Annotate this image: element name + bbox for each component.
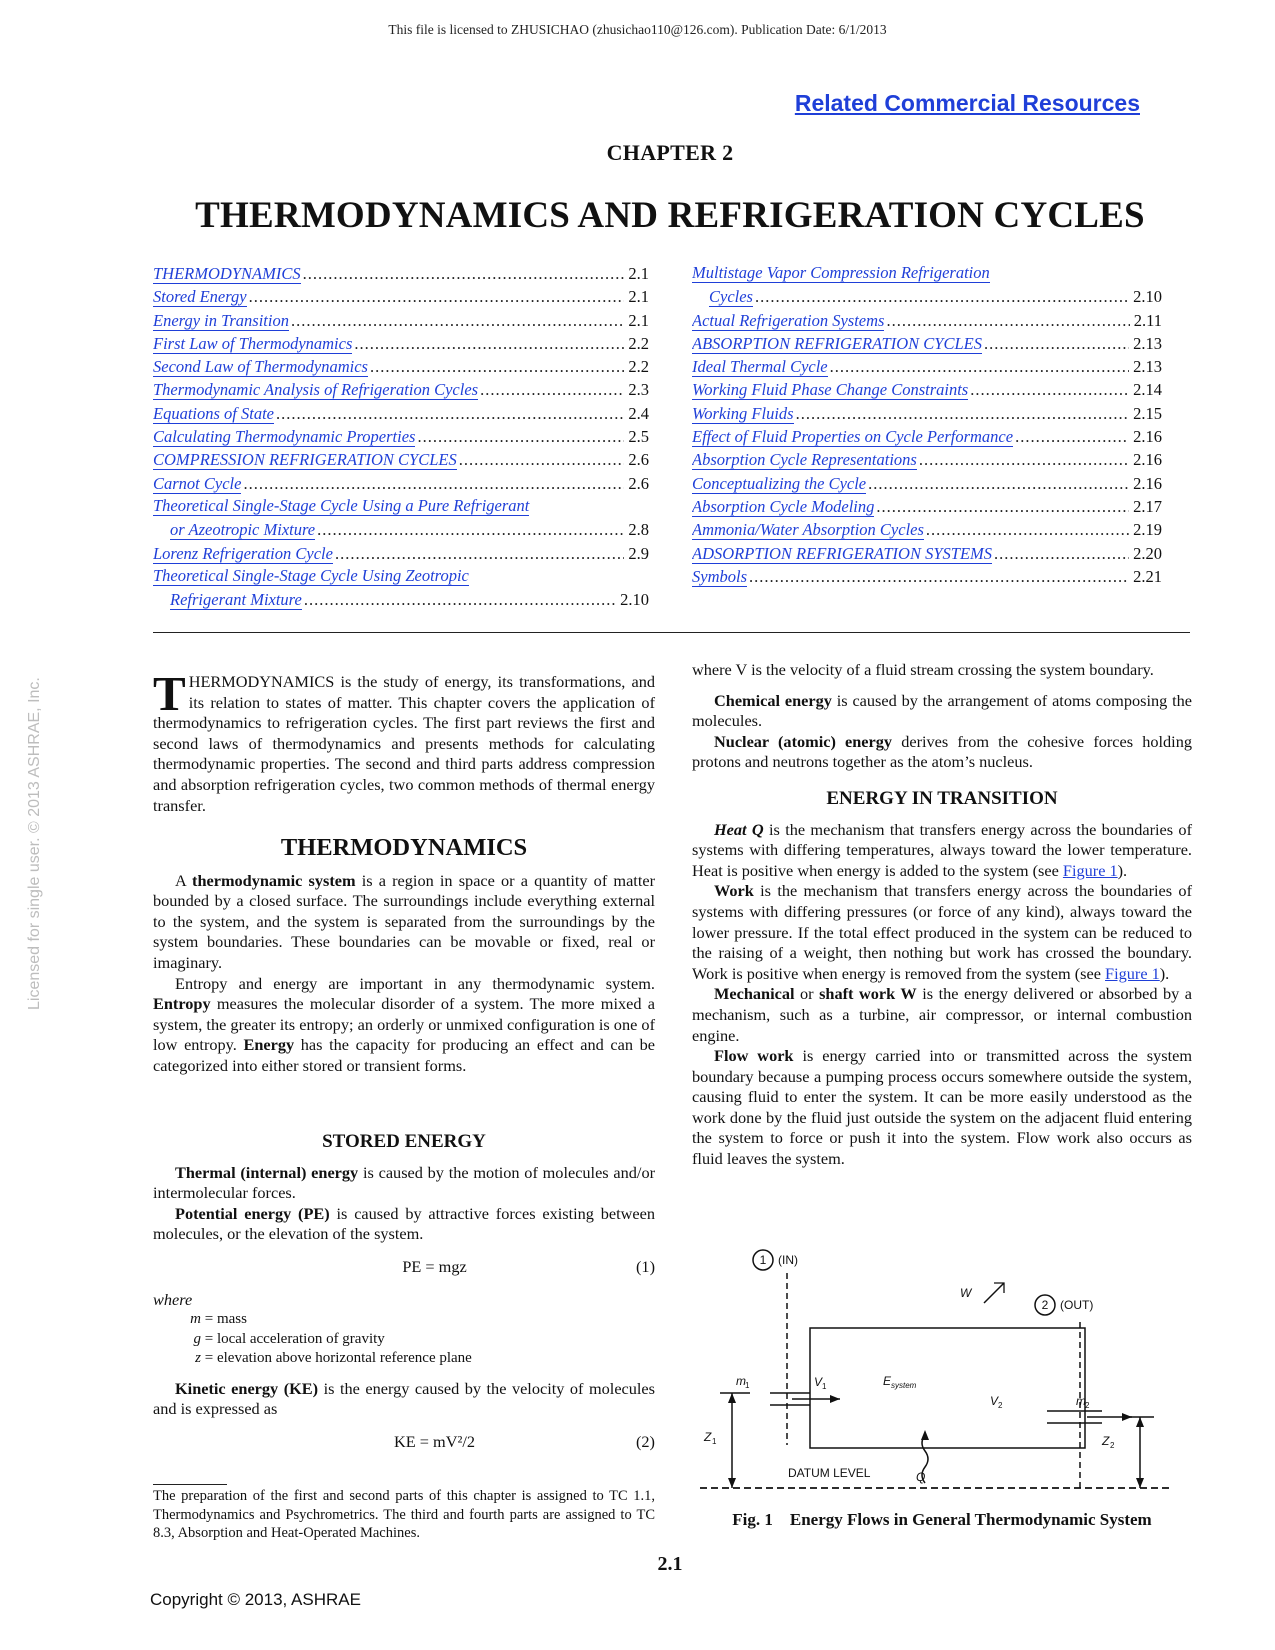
toc-leader-dots (886, 310, 1129, 331)
z1-arrowhead-up (728, 1393, 736, 1403)
toc-entry-link[interactable]: Multistage Vapor Compression Refrigeration (692, 263, 990, 282)
toc-leader-dots (868, 473, 1129, 494)
toc-entry[interactable] (153, 310, 649, 333)
term-chemical-energy: Chemical energy (714, 690, 832, 710)
equation-1 (153, 1257, 655, 1278)
toc-page-number: 2.17 (1133, 496, 1162, 516)
figure-1-link[interactable]: Figure 1 (1062, 860, 1118, 880)
where-label: where (153, 1289, 193, 1309)
chapter-label: CHAPTER 2 (606, 140, 734, 165)
toc-entry-link[interactable]: First Law of Thermodynamics (153, 333, 353, 353)
where-description: elevation above horizontal reference plane (216, 1350, 472, 1367)
toc-entry-link[interactable]: Energy in Transition (153, 310, 289, 330)
chapter-title: THERMODYNAMICS AND REFRIGERATION CYCLES (195, 195, 1145, 236)
figure-1-diagram (692, 1245, 1192, 1505)
toc-entry-link[interactable]: Absorption Cycle Representations (692, 450, 917, 470)
toc-entry-link[interactable]: Refrigerant Mixture (170, 590, 302, 610)
z2-label: Z (1102, 1434, 1110, 1448)
toc-leader-dots (926, 519, 1129, 540)
v2-subscript: 2 (998, 1401, 1003, 1410)
m2-subscript: 2 (1085, 1401, 1090, 1410)
toc-page-number: 2.21 (1133, 566, 1162, 586)
toc-page-number: 2.13 (1133, 333, 1162, 353)
toc-entry-link[interactable]: Ideal Thermal Cycle (692, 357, 828, 377)
e-system-label: E (883, 1374, 892, 1388)
term-thermal-energy: Thermal (internal) energy (175, 1162, 359, 1182)
toc-entry[interactable] (692, 449, 1162, 472)
toc-page-number: 2.1 (628, 310, 649, 330)
outlet-label: (OUT) (1060, 1298, 1094, 1312)
toc-entry[interactable] (692, 403, 1162, 426)
toc-entry-link[interactable]: Effect of Fluid Properties on Cycle Performance (692, 427, 1014, 447)
toc-leader-dots (291, 310, 624, 331)
toc-page-number: 2.11 (1133, 310, 1162, 330)
toc-entry[interactable] (153, 566, 649, 589)
inlet-label: (IN) (778, 1253, 798, 1267)
z1-arrowhead-down (728, 1478, 736, 1488)
toc-entry[interactable] (692, 263, 1162, 286)
toc-entry-link[interactable]: Actual Refrigeration Systems (692, 310, 885, 330)
v2-label: V (990, 1394, 999, 1408)
toc-entry-link[interactable]: Calculating Thermodynamic Properties (153, 427, 416, 447)
heat-label: Q (916, 1470, 926, 1484)
subsection-heading-energy-in-transition: ENERGY IN TRANSITION (826, 787, 1058, 809)
toc-page-number: 2.3 (628, 380, 649, 400)
section-heading-thermodynamics: THERMODYNAMICS (280, 834, 528, 861)
toc-leader-dots (303, 263, 625, 284)
toc-entry-link[interactable]: Working Fluids (692, 403, 794, 423)
right-column-text: where V is the velocity of a fluid stream crossing the system boundary. Chemical energy is caused by the arrangement of atoms composing the molecules. Nuclear (atomic) energy derives from the cohesive forces holding protons and neutrons together as the atom’s nucleus. ENERGY IN TRANSITION Heat Q is the mechanism that transfers energy across the boundaries of systems with differing temperatures, always toward the lower temperature. Heat is positive when energy is added to the system (see Figure 1). Work is the mechanism that transfers energy across the boundaries of systems with differing pressures (or force of any kind), always toward the lower pressure. If the total effect produced in the system can be reduced to the raising of a weight, then nothing but work has crossed the boundary. Work is positive when energy is removed from the system (see Figure 1). Mechanical or shaft work W is the energy delivered or absorbed by a mechanism, such as a turbine, air compressor, or internal combustion engine. Flow work is energy carried into or transmitted across the system boundary because a pumping process occurs somewhere outside the system, causing fluid to enter the system. It can be more easily understood as the work done by the fluid just outside the system on the adjacent fluid entering the system to force or push it into the system. Flow work also occurs as fluid leaves the system. (692, 660, 1193, 1169)
toc-entry[interactable] (153, 496, 649, 519)
toc-entry[interactable] (153, 473, 649, 496)
z2-subscript: 2 (1110, 1441, 1115, 1450)
z1-label: Z (704, 1430, 712, 1444)
term-mechanical: Mechanical (714, 984, 795, 1004)
copyright: Copyright © 2013, ASHRAE (150, 1590, 361, 1609)
m2-label: m (1076, 1394, 1086, 1408)
where-description: local acceleration of gravity (216, 1330, 385, 1347)
toc-entry[interactable] (692, 543, 1162, 566)
footnote: The preparation of the first and second parts of this chapter is assigned to TC 1.1, Thermodynamics and Psychrometrics. The third and fourth parts are assigned to TC 8.3, Absorption and Heat-Operated Machines. (153, 1488, 655, 1542)
z2-arrowhead-up (1136, 1417, 1144, 1427)
v1-label: V (814, 1375, 823, 1389)
toc-leader-dots (830, 356, 1129, 377)
toc-page-number: 2.16 (1133, 473, 1162, 493)
toc-leader-dots (984, 333, 1129, 354)
toc-page-number: 2.4 (628, 403, 649, 423)
toc-page-number: 2.16 (1133, 427, 1162, 447)
toc-entry[interactable] (153, 519, 649, 542)
toc-entry-link[interactable]: Lorenz Refrigeration Cycle (153, 543, 333, 563)
toc-leader-dots (755, 286, 1129, 307)
term-flow-work: Flow work (714, 1046, 794, 1066)
equation-2-number: (2) (636, 1431, 655, 1451)
toc-entry-link[interactable]: Cycles (709, 287, 753, 307)
toc-leader-dots (994, 543, 1129, 564)
e-system-subscript: system (891, 1381, 917, 1390)
where-description: mass (216, 1311, 247, 1328)
toc-page-number: 2.15 (1133, 403, 1162, 423)
toc-page-number: 2.1 (628, 264, 649, 283)
toc-leader-dots (417, 426, 624, 447)
where-definition (187, 1310, 655, 1330)
equation-2-expression: KE = mV²/2 (394, 1431, 475, 1451)
toc-leader-dots (459, 449, 625, 470)
m1-label: m (736, 1374, 746, 1388)
equation-1-expression: PE = mgz (402, 1256, 467, 1276)
subsection-heading-stored-energy: STORED ENERGY (322, 1131, 486, 1152)
toc-page-number: 2.10 (620, 590, 649, 610)
where-list (187, 1310, 655, 1369)
toc-entry-link[interactable]: Equations of State (153, 403, 274, 423)
toc-entry[interactable] (153, 333, 649, 356)
toc-page-number: 2.1 (628, 287, 649, 307)
toc-entry[interactable] (153, 589, 649, 612)
toc-entry-link[interactable]: or Azeotropic Mixture (170, 520, 316, 540)
outlet-arrowhead (1122, 1413, 1132, 1421)
toc-leader-dots (317, 519, 624, 540)
v1-subscript: 1 (822, 1382, 827, 1391)
toc-entry[interactable] (692, 473, 1162, 496)
toc-entry[interactable] (153, 286, 649, 309)
where-equals: = (201, 1311, 217, 1328)
toc-leader-dots (919, 449, 1129, 470)
toc-entry-link[interactable]: ADSORPTION REFRIGERATION SYSTEMS (692, 543, 993, 563)
outlet-station-number: 2 (1041, 1298, 1049, 1312)
toc-left (153, 263, 649, 612)
toc-leader-dots (354, 333, 624, 354)
toc-entry-link[interactable]: Theoretical Single-Stage Cycle Using a Pure Refrigerant (153, 495, 530, 515)
term-nuclear-energy: Nuclear (atomic) energy (714, 731, 893, 751)
toc-entry[interactable] (153, 543, 649, 566)
toc-entry-link[interactable]: Carnot Cycle (153, 473, 242, 493)
license-line: This file is licensed to ZHUSICHAO (zhusichao110@126.com). Publication Date: 6/1/2013 (388, 22, 887, 37)
toc-page-number: 2.8 (628, 520, 649, 540)
term-heat: Heat Q (714, 819, 764, 839)
toc-page-number: 2.5 (628, 427, 649, 447)
toc-entry[interactable] (153, 403, 649, 426)
toc-leader-dots (970, 379, 1129, 400)
where-symbol: z (195, 1350, 201, 1367)
toc-page-number: 2.14 (1133, 380, 1162, 400)
toc-entry-link[interactable]: ABSORPTION REFRIGERATION CYCLES (692, 333, 982, 353)
figure-1-caption: Fig. 1 Energy Flows in General Thermodynamic System (732, 1510, 1152, 1529)
toc-entry-link[interactable]: Working Fluid Phase Change Constraints (692, 380, 969, 400)
inlet-arrowhead (830, 1395, 840, 1403)
term-thermodynamic-system: thermodynamic system (192, 870, 356, 890)
where-symbol: m (190, 1311, 201, 1328)
toc-entry-link[interactable]: Thermodynamic Analysis of Refrigeration Cycles (153, 380, 479, 400)
toc-right (692, 263, 1162, 589)
toc-page-number: 2.2 (628, 357, 649, 377)
where-symbol: g (193, 1330, 201, 1347)
toc-entry-link[interactable]: Stored Energy (153, 287, 247, 307)
thermodynamics-section: THERMODYNAMICS A thermodynamic system is a region in space or a quantity of matter bounded by a closed surface. The surroundings include everything external to the system, and the system is separated from the surroundings by the system boundaries. These boundaries can be movable or fixed, real or imaginary. Entropy and energy are important in any thermodynamic system. Entropy measures the molecular disorder of a system. The more mixed a system, the greater its entropy; an orderly or unmixed configuration is one of low entropy. Energy has the capacity for producing an effect and can be categorized into either stored or transient forms. (153, 834, 655, 1075)
toc-entry[interactable] (692, 333, 1162, 356)
toc-entry[interactable] (153, 356, 649, 379)
toc-leader-dots (1015, 426, 1129, 447)
toc-entry[interactable] (692, 426, 1162, 449)
system-boundary (810, 1328, 1085, 1448)
work-label: W (960, 1286, 972, 1300)
toc-entry[interactable] (153, 379, 649, 402)
where-definition (187, 1349, 655, 1369)
figure-1-link[interactable]: Figure 1 (1105, 963, 1160, 983)
section-divider (153, 632, 1190, 633)
term-kinetic-energy: Kinetic energy (KE) (175, 1378, 319, 1398)
equation-2 (153, 1432, 655, 1453)
intro-text: HERMODYNAMICS is the study of energy, its transformations, and its relation to states of matter. This chapter covers the application of thermodynamics to refrigeration cycles. The first part reviews the first and second laws of thermodynamics and presents methods for calculating thermodynamic properties. The second and third parts address compression and absorption refrigeration cycles, two common methods of thermal energy transfer. (153, 672, 655, 815)
term-energy: Energy (243, 1035, 295, 1055)
toc-leader-dots (276, 403, 624, 424)
intro-paragraph (153, 666, 655, 816)
where-definition (187, 1330, 655, 1350)
toc-leader-dots (480, 379, 624, 400)
m1-subscript: 1 (745, 1381, 750, 1390)
toc-page-number: 2.19 (1133, 520, 1162, 540)
toc-entry-link[interactable]: Ammonia/Water Absorption Cycles (692, 520, 924, 540)
where-equals: = (201, 1330, 217, 1347)
toc-leader-dots (243, 473, 624, 494)
toc-entry[interactable] (153, 449, 649, 472)
z2-arrowhead-down (1136, 1478, 1144, 1488)
license-watermark: Licensed for single user. © 2013 ASHRAE, Inc. (26, 677, 43, 1010)
inlet-station-number: 1 (759, 1253, 767, 1267)
page-number: 2.1 (657, 1553, 683, 1575)
term-potential-energy: Potential energy (PE) (175, 1203, 330, 1223)
term-entropy: Entropy (153, 994, 211, 1014)
drop-cap: T (153, 666, 186, 721)
toc-leader-dots (304, 589, 616, 610)
toc-entry[interactable] (692, 566, 1162, 589)
toc-entry-link[interactable]: COMPRESSION REFRIGERATION CYCLES (153, 450, 457, 470)
toc-leader-dots (249, 286, 625, 307)
z1-subscript: 1 (712, 1437, 717, 1446)
stored-energy-section: STORED ENERGY Thermal (internal) energy is caused by the motion of molecules and/or intermolecular forces. Potential energy (PE) is caused by attractive forces existing between molecules, or the elevation of the system. PE = mgz (1) where m = mass g = local acceleration of gravity z = elevation above horizontal reference plane Kinetic energy (KE) is the energy caused by the velocity of molecules and is expressed as KE = mV²/2 (2) (153, 1131, 656, 1451)
datum-level-label: DATUM LEVEL (788, 1466, 871, 1480)
toc-entry-link[interactable]: Second Law of Thermodynamics (153, 357, 368, 377)
toc-entry-link[interactable]: Symbols (692, 566, 747, 586)
toc-entry[interactable] (692, 379, 1162, 402)
where-equals: = (201, 1350, 217, 1367)
toc-leader-dots (335, 543, 624, 564)
term-shaft-work: shaft work W (819, 984, 917, 1004)
velocity-definition: where V is the velocity of a fluid stream crossing the system boundary. (692, 660, 1154, 679)
toc-entry-link[interactable]: THERMODYNAMICS (153, 264, 301, 283)
equation-1-number: (1) (636, 1256, 655, 1276)
toc-entry[interactable] (692, 310, 1162, 333)
toc-page-number: 2.10 (1133, 287, 1162, 307)
toc-page-number: 2.6 (628, 473, 649, 493)
toc-leader-dots (876, 496, 1129, 517)
toc-entry-link[interactable]: Conceptualizing the Cycle (692, 473, 867, 493)
toc-page-number: 2.20 (1133, 543, 1162, 563)
toc-entry-link[interactable]: Absorption Cycle Modeling (692, 496, 875, 516)
footnote-rule (153, 1484, 227, 1485)
toc-entry[interactable] (153, 426, 649, 449)
toc-page-number: 2.16 (1133, 450, 1162, 470)
toc-entry[interactable] (692, 356, 1162, 379)
toc-page-number: 2.13 (1133, 357, 1162, 377)
toc-entry-link[interactable]: Theoretical Single-Stage Cycle Using Zeotropic (153, 565, 469, 585)
work-arrow-shaft (984, 1283, 1004, 1303)
toc-leader-dots (796, 403, 1130, 424)
toc-leader-dots (749, 566, 1129, 587)
related-resources-link[interactable]: Related Commercial Resources (794, 90, 1140, 116)
term-work: Work (714, 881, 754, 901)
toc-page-number: 2.6 (628, 450, 649, 470)
heat-arrowhead (921, 1430, 929, 1440)
toc-entry[interactable] (692, 286, 1162, 309)
toc-page-number: 2.2 (628, 333, 649, 353)
toc-entry[interactable] (692, 496, 1162, 519)
toc-entry[interactable] (692, 519, 1162, 542)
toc-page-number: 2.9 (628, 543, 649, 563)
toc-entry[interactable] (153, 263, 649, 286)
toc-leader-dots (370, 356, 624, 377)
